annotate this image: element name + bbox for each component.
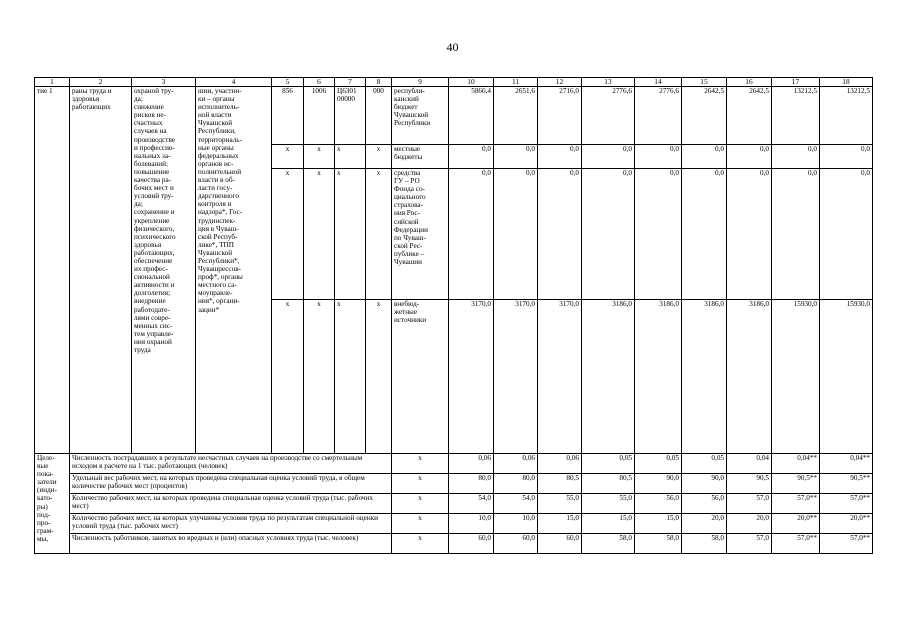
value-cell: 0,0 [772,145,820,169]
value-cell: 60,0 [449,534,494,554]
value-cell: 3186,0 [635,300,682,454]
value-cell: 5866,4 [449,87,494,145]
funding-source: средства ГУ – РО Фонда со- циального страхова- ния Рос- сийской Федерации по Чуваш- ской Рес- публике – Чувашии [392,169,449,300]
value-cell: 80,5 [582,474,635,494]
indicator-x: x [392,454,449,474]
value-cell: 0,05 [682,454,727,474]
value-cell: 0,0 [538,145,582,169]
indicator-row [35,474,873,494]
value-cell: 0,0 [682,145,727,169]
value-cell: 0,04 [727,454,772,474]
value-cell: 0,05 [582,454,635,474]
code-cell: x [335,169,366,300]
indicator-x: x [392,494,449,514]
column-header: 6 [304,78,335,87]
program-table [34,77,873,554]
column-header: 12 [538,78,582,87]
value-cell: 3186,0 [582,300,635,454]
indicator-name: Численность работников, занятых во вредных и (или) опасных условиях труда (тыс. человек) [70,534,392,554]
code-cell: 1006 [304,87,335,145]
column-header: 5 [272,78,304,87]
value-cell: 0,0 [494,145,538,169]
value-cell: 13212,5 [772,87,820,145]
indicator-row [35,494,873,514]
value-cell: 2716,0 [538,87,582,145]
value-cell: 13212,5 [820,87,873,145]
value-cell: 0,0 [538,169,582,300]
value-cell: 56,0 [682,494,727,514]
column-header: 1 [35,78,70,87]
code-cell: x [304,300,335,454]
value-cell: 90,5 [727,474,772,494]
value-cell: 0,0 [682,169,727,300]
column-header: 17 [772,78,820,87]
value-cell: 55,0 [582,494,635,514]
indicator-name: Количество рабочих мест, на которых улучшены условия труда по результатам специальной оценки условий труда (тыс. рабочих мест) [70,514,392,534]
indicator-x: x [392,474,449,494]
code-cell: Ц6301 00000 [335,87,366,145]
value-cell: 0,04** [820,454,873,474]
value-cell: 57,0** [772,494,820,514]
column-header: 2 [70,78,132,87]
column-header: 11 [494,78,538,87]
code-cell: x [272,300,304,454]
value-cell: 0,0 [494,169,538,300]
value-cell: 57,0 [727,534,772,554]
funding-source: республи- канский бюджет Чувашской Республики [392,87,449,145]
value-cell: 80,0 [494,474,538,494]
task-description: охраной тру- да; снижение рисков не- счастных случаев на производстве и профессио- нальных за- болеваний; повышение качества ра- бочих мест и условий тру- да; сохранение и укрепление физического, психического здоровья работающих, обеспечение их профес- сиональной активности и долголетия; внедрение работодате- лями совре- менных сис- тем управле- ния охраной труда [132,87,196,454]
value-cell: 57,0** [820,494,873,514]
code-cell: x [272,145,304,169]
indicator-row [35,514,873,534]
code-cell: x [366,145,392,169]
code-cell: x [304,169,335,300]
value-cell: 2776,6 [635,87,682,145]
value-cell: 0,0 [635,169,682,300]
participants: шии, участни- ки – органы исполнитель- ной власти Чувашской Республики, территориаль- ные органы федеральных органов ис- полнительной власти в об- ласти госу- дарственного контроля и надзора*, Гос- трудинспек- ция в Чуваш- ской Респуб- лике*, ТПП Чувашской Республики*, Чувашрессов- проф*, органы местного са- моуправле- ния*, органи- зации* [196,87,272,454]
value-cell: 20,0** [772,514,820,534]
value-cell: 0,0 [635,145,682,169]
value-cell: 0,06 [538,454,582,474]
value-cell: 2651,6 [494,87,538,145]
value-cell: 3170,0 [538,300,582,454]
column-header: 14 [635,78,682,87]
value-cell: 55,0 [538,494,582,514]
value-cell: 2642,5 [727,87,772,145]
column-header: 3 [132,78,196,87]
value-cell: 20,0 [682,514,727,534]
code-cell: 000 [366,87,392,145]
value-cell: 58,0 [635,534,682,554]
column-header: 7 [335,78,366,87]
indicators-label: Целе- вые пока- затели (инди- като- ры) под- про- грам- мы, [35,454,70,554]
page-number: 40 [446,40,459,54]
value-cell: 60,0 [538,534,582,554]
value-cell: 0,0 [727,145,772,169]
indicator-x: x [392,534,449,554]
column-header: 4 [196,78,272,87]
indicator-name: Удельный вес рабочих мест, на которых проведена специальная оценка условий труда, в общем количестве рабочих мест (процентов) [70,474,392,494]
column-header: 16 [727,78,772,87]
indicator-row [35,534,873,554]
value-cell: 0,0 [582,169,635,300]
value-cell: 56,0 [635,494,682,514]
value-cell: 0,0 [582,145,635,169]
value-cell: 0,06 [494,454,538,474]
code-cell: x [304,145,335,169]
column-header: 9 [392,78,449,87]
funding-source: местные бюджеты [392,145,449,169]
value-cell: 54,0 [494,494,538,514]
indicator-row [35,454,873,474]
value-cell: 90,0 [682,474,727,494]
value-cell: 3186,0 [682,300,727,454]
value-cell: 0,0 [449,169,494,300]
value-cell: 2642,5 [682,87,727,145]
section-label: тие 1 [35,87,70,454]
column-header: 10 [449,78,494,87]
value-cell: 20,0 [727,514,772,534]
value-cell: 20,0** [820,514,873,534]
value-cell: 0,05 [635,454,682,474]
column-header: 8 [366,78,392,87]
value-cell: 58,0 [682,534,727,554]
code-cell: x [272,169,304,300]
column-header: 15 [682,78,727,87]
value-cell: 15,0 [635,514,682,534]
value-cell: 0,06 [449,454,494,474]
value-cell: 0,0 [820,145,873,169]
value-cell: 15,0 [582,514,635,534]
code-cell: x [335,145,366,169]
value-cell: 10,0 [494,514,538,534]
value-cell: 60,0 [494,534,538,554]
value-cell: 3170,0 [494,300,538,454]
value-cell: 15930,0 [772,300,820,454]
value-cell: 15,0 [538,514,582,534]
column-header: 18 [820,78,873,87]
value-cell: 80,0 [449,474,494,494]
value-cell: 90,5** [772,474,820,494]
value-cell: 57,0** [772,534,820,554]
code-cell: 856 [272,87,304,145]
value-cell: 0,04** [772,454,820,474]
value-cell: 0,0 [449,145,494,169]
value-cell: 10,0 [449,514,494,534]
value-cell: 57,0** [820,534,873,554]
value-cell: 57,0 [727,494,772,514]
indicator-x: x [392,514,449,534]
value-cell: 2776,6 [582,87,635,145]
value-cell: 0,0 [772,169,820,300]
value-cell: 90,0 [635,474,682,494]
value-cell: 0,0 [820,169,873,300]
code-cell: x [366,169,392,300]
value-cell: 90,5** [820,474,873,494]
column-header: 13 [582,78,635,87]
value-cell: 3186,0 [727,300,772,454]
indicator-name: Численность пострадавших в результате несчастных случаев на производстве со смертельным исходом в расчете на 1 тыс. работающих (человек) [70,454,392,474]
value-cell: 80,5 [538,474,582,494]
indicator-name: Количество рабочих мест, на которых проведена специальная оценка условий труда (тыс. рабочих мест) [70,494,392,514]
header-row [35,78,873,87]
value-cell: 3170,0 [449,300,494,454]
value-cell: 0,0 [727,169,772,300]
funding-row [35,87,873,145]
value-cell: 15930,0 [820,300,873,454]
subprogram-name: раны труда и здоровья работающих [70,87,132,454]
funding-source: внебюд- жетные источники [392,300,449,454]
code-cell: x [335,300,366,454]
value-cell: 54,0 [449,494,494,514]
code-cell: x [366,300,392,454]
value-cell: 58,0 [582,534,635,554]
